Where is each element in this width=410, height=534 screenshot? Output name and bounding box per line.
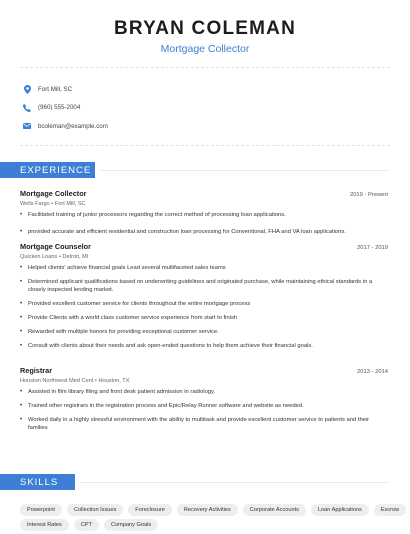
list-item: • Determined applicant qualifications based on underwriting guidelines and originated purchase, while maintaining ethical standards in a closely inspected lending market. [20, 278, 388, 294]
job-company: Houston Northwest Med Cent [20, 377, 94, 384]
skill-tag: Powerpoint [20, 504, 62, 516]
job-title: Mortgage Collector [20, 189, 87, 198]
job-entry-2 [20, 242, 388, 350]
resume-header [0, 0, 410, 56]
email-text: bcoleman@example.com [38, 122, 108, 130]
skill-tag: Escrow [374, 504, 406, 516]
section-heading-experience [0, 162, 95, 178]
envelope-icon [22, 121, 32, 131]
contact-email [22, 117, 108, 136]
contact-phone [22, 99, 108, 118]
skill-tag: Company Goals [104, 519, 158, 531]
list-item: • Helped clients' achieve financial goals Lead several multifaceted sales teams [20, 264, 388, 272]
experience-heading-line [100, 170, 390, 171]
list-item: • Assisted in film library filing and front desk patient admission in radiology. [20, 388, 388, 396]
contact-divider [20, 145, 390, 146]
list-item: • Worked daily in a highly stressful environment with the ability to multitask and provide excellent customer service to patients and their families [20, 416, 388, 432]
skill-tag: Corporate Accounts [243, 504, 306, 516]
job-company: Wells Fargo [20, 200, 50, 207]
list-item: • Facilitated training of junior processors regarding the correct method of processing loan applications. [20, 211, 388, 219]
job-title: Mortgage Counselor [20, 242, 91, 251]
candidate-name: BRYAN COLEMAN [113, 18, 297, 39]
list-item: • Provided excellent customer service for clients throughout the entire mortgage process [20, 300, 388, 308]
job-employer: Wells Fargo • Fort Mill, SC [20, 200, 86, 207]
list-item: • Provide Clients with a world class customer service experience from start to finish [20, 314, 388, 322]
job-dates: 2017 - 2019 [357, 245, 388, 251]
skills-heading-label: SKILLS [20, 476, 59, 488]
job-title: Registrar [20, 366, 53, 375]
list-item: • Trained other registrars in the registration process and Epic/Relay Runner software and website as needed. [20, 402, 388, 410]
list-item: • Rewarded with multiple honors for providing exceptional customer service. [20, 328, 388, 336]
job-employer: Quicken Loans • Detroit, MI [20, 253, 89, 260]
header-divider [20, 67, 390, 68]
list-item: • provided accurate and efficient residential and construction loan processing for Conventional, FHA and VA loan applications. [20, 228, 388, 236]
job-location: Fort Mill, SC [54, 200, 86, 207]
skill-tag: Interest Rates [20, 519, 69, 531]
skill-tag: Foreclosure [128, 504, 172, 516]
job-dates: 2013 - 2014 [357, 369, 388, 375]
skill-tag: Collection Issues [67, 504, 123, 516]
map-pin-icon [22, 84, 32, 94]
candidate-title: Mortgage Collector [160, 43, 250, 55]
section-heading-skills [0, 474, 75, 490]
job-company: Quicken Loans [20, 253, 58, 260]
job-entry-3 [20, 366, 388, 432]
job-dates: 2019 - Present [349, 192, 388, 198]
skills-heading-line [80, 482, 390, 483]
job-employer: Houston Northwest Med Cent • Houston, TX [20, 377, 130, 384]
skill-tag: Loan Applications [311, 504, 369, 516]
job-location: Detroit, MI [62, 253, 89, 260]
list-item: • Consult with clients about their needs and ask open-ended questions to help them achieve their financial goals. [20, 342, 388, 350]
location-text: Fort Mill, SC [38, 85, 73, 93]
contact-location [22, 80, 108, 99]
job-location: Houston, TX [98, 377, 130, 384]
job-entry-1 [20, 189, 388, 236]
contact-info [22, 80, 108, 136]
phone-text: (960) 555-2004 [38, 104, 81, 112]
skill-tag: CPT [74, 519, 99, 531]
skill-tag: Recovery Activities [177, 504, 238, 516]
phone-icon [22, 103, 32, 113]
experience-heading-label: EXPERIENCE [20, 164, 92, 176]
